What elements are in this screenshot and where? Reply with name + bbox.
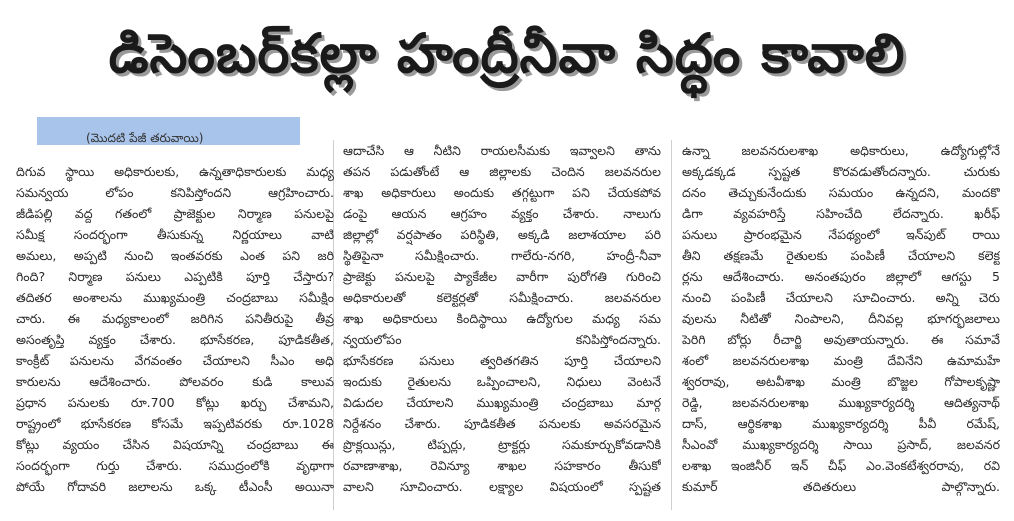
article-line: భూసేకరణ పనులు త్వరితగతిన పూర్తి చేయాలని: [343, 353, 661, 368]
article-line: ఇందుకు రైతులను ఒప్పించాలని, నిధులు వెంటనే: [343, 374, 661, 389]
article-line: రాష్ట్రంలో భూసేకరణ కోసమే ఇప్పటివరకు రూ.1028: [16, 416, 334, 431]
article-line: లశాఖ ఇంజినీర్ ఇన్ చీఫ్ ఎం.వెంకటేశ్వరరావు, రవి: [682, 458, 1000, 473]
article-line: అసంతృప్తి వ్యక్తం చేశారు. భూసేకరణ, పూడికతీత,: [16, 332, 334, 347]
article-line: తదితర అంశాలను ముఖ్యమంత్రి చంద్రబాబు సమీక్షిం: [16, 290, 334, 305]
article-line: శంలో జలవనరులశాఖ మంత్రి దేవినేని ఉమామహే: [682, 353, 1000, 368]
article-line: పనులు ప్రారంభమైన నేపథ్యంలో ఇన్‌పుట్ రాయి: [682, 227, 1000, 242]
article-line: వులను నీటితో నింపాలని, దీనివల్ల భూగర్భజలాలు: [682, 311, 1000, 326]
article-line: విడుదల చేయాలని ముఖ్యమంత్రి చంద్రబాబు మార్గ: [343, 395, 661, 410]
article-line: తీని తక్షణమే రైతులకు పంపిణీ చేయాలని కలెక్ట: [682, 248, 1000, 263]
article-line: నుంచి పంపిణీ చేయాలని సూచించారు. అన్ని చెరు: [682, 290, 1000, 305]
article-line: ఆదాచేసి ఆ నీటిని రాయలసీమకు ఇవ్వాలని తాను: [343, 143, 661, 158]
article-line: అమలు, అప్పటి నుంచి ఇంతవరకు ఎంత పని జరి: [16, 248, 334, 263]
article-line: రవాణాశాఖ, రెవిన్యూ శాఖల సహకారం తీసుకో: [343, 458, 661, 473]
article-line: జిల్లాల్లో వర్షపాతం పరిస్థితి, అక్కడి జలాశయాల పరి: [343, 227, 661, 242]
column-divider: [671, 140, 672, 510]
article-line: కారులను ఆదేశించారు. పోలవరం కుడి కాలువ: [16, 374, 334, 389]
article-line: దిగువ స్థాయి అధికారులకు, ఉన్నతాధికారులకు మధ్య: [16, 164, 334, 179]
continued-label: (మొదటి పేజీ తరువాయి): [86, 131, 204, 145]
article-line: కోట్లు వ్యయం చేసిన విషయాన్ని చంద్రబాబు ఈ: [16, 437, 334, 452]
article-line: ప్రధాన పనులకు రూ.700 కోట్లు ఖర్చు చేశామని,: [16, 395, 334, 410]
article-line: సమీక్ష సందర్భంగా తీసుకున్న నిర్ణయాలు వాటి: [16, 227, 334, 242]
article-line: దనం తెచ్చుకునేందుకు సమయం ఉన్నదని, మందకొ: [682, 185, 1000, 200]
article-line: తపన పడుతోంటే ఆ జిల్లాలకు చెందిన జలవనరుల: [343, 164, 661, 179]
article-line: గింది? నిర్మాణ పనులు ఎప్పటికి పూర్తి చేస్తారు?: [16, 269, 334, 284]
article-line: అధికారులతో కలెక్టర్లతో సమీక్షించారు. జలవనరుల: [343, 290, 661, 305]
article-line: పెరిగి బోర్లు రీచార్జి అవుతాయన్నారు. ఈ సమావే: [682, 332, 1000, 347]
article-column-2: [343, 140, 661, 497]
article-line: చారు. ఈ మధ్యకాలంలో జరిగిన పనితీరుపై తీవ్ర: [16, 311, 334, 326]
article-line: పోయే గోదావరి జలాలను ఒక్క టీఎంసీ అయినా: [16, 479, 334, 494]
article-line: ప్రాజెక్టు పనులపై ప్యాకేజీల వారీగా పురోగతి గురించి: [343, 269, 661, 284]
article-column-1: [16, 161, 334, 497]
article-line: డంపై ఆయన ఆగ్రహం వ్యక్తం చేశారు. నాలుగు: [343, 206, 661, 221]
article-column-3: [682, 140, 1000, 497]
article-line: సందర్భంగా గుర్తు చేశారు. సముద్రంలోకి వృథాగా: [16, 458, 334, 473]
article-line: ర్లను ఆదేశించారు. అనంతపురం జిల్లాలో ఆగస్టు 5: [682, 269, 1000, 284]
article-line: ప్రొక్లయిన్లు, టిప్పర్లు, ట్రాక్టర్లు సమకూర్చుకోవడానికి: [343, 437, 661, 452]
article-line: డిగా వ్యవహరిస్తే సహించేది లేదన్నారు. ఖరీఫ్: [682, 206, 1000, 221]
headline-area: [0, 0, 1014, 108]
article-line: రెడ్డి, జలవనరులశాఖ ముఖ్యకార్యదర్శి ఆదిత్యనాథ్: [682, 395, 1000, 410]
article-line: జీడిపల్లి వద్ద గతంలో ప్రాజెక్టుల నిర్మాణ పనులపై: [16, 206, 334, 221]
article-line: వాలని సూచించారు. లక్ష్యాల విషయంలో స్పష్టత: [343, 479, 661, 494]
article-line: దాస్, ఆర్థికశాఖ ముఖ్యకార్యదర్శి పీవీ రమేష్,: [682, 416, 1000, 431]
article-line: శ్వరరావు, అటవీశాఖ మంత్రి బొజ్జల గోపాలకృష్ణా: [682, 374, 1000, 389]
article-line: కాంక్రీట్ పనులను వేగవంతం చేయాలని సీఎం అధి: [16, 353, 334, 368]
continued-banner: [37, 117, 300, 145]
article-line: శాఖ అధికారులు కిందిస్థాయి ఉద్యోగుల మధ్య సమ: [343, 311, 661, 326]
article-line: స్థితిపైనా సమీక్షించారు. గాలేరు-నగరి, హంద్రీ-నీవా: [343, 248, 661, 263]
article-line: శాఖ అధికారులు అందుకు తగ్గట్టుగా పని చేయకపోవ: [343, 185, 661, 200]
article-line: అక్కడక్కడ స్పష్టత కొరవడుతోందన్నారు. చురుకు: [682, 164, 1000, 179]
article-line: సమన్వయ లోపం కనిపిస్తోందని ఆగ్రహించారు.: [16, 185, 334, 200]
article-line: నిర్దేశనం చేశారు. పూడికతీత పనులకు అవసరమైన: [343, 416, 661, 431]
headline: డిసెంబర్‌కల్లా హంద్రీనీవా సిద్ధం కావాలి: [108, 22, 906, 85]
article-line: కుమార్ తదితరులు పాల్గొన్నారు.: [682, 479, 1000, 494]
article-line: సీఎంవో ముఖ్యకార్యదర్శి సాయి ప్రసాద్, జలవనర: [682, 437, 1000, 452]
article-line: న్వయలోపం కనిపిస్తోందన్నారు.: [343, 332, 661, 347]
article-line: ఉన్నా జలవనరులశాఖ అధికారులు, ఉద్యోగుల్లోనే: [682, 143, 1000, 158]
